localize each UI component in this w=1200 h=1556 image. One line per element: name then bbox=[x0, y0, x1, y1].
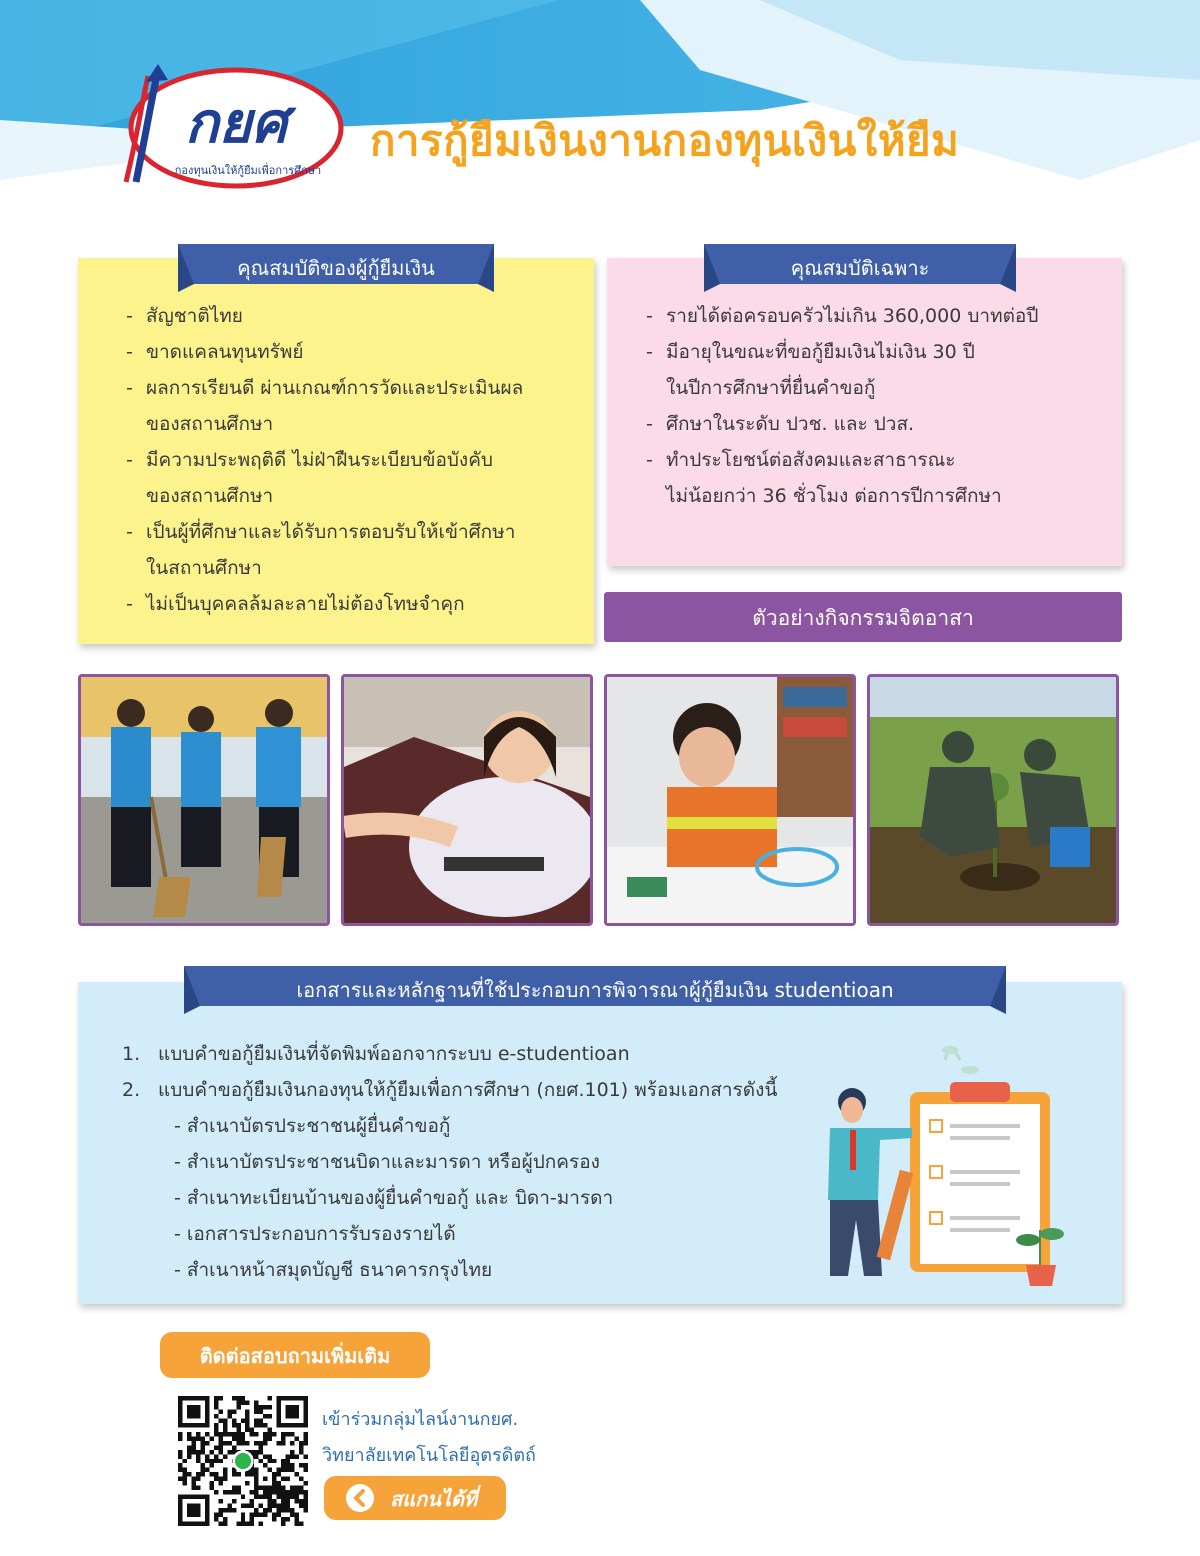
blood-donation-photo bbox=[341, 674, 593, 926]
documents-list bbox=[122, 1036, 777, 1288]
list-item: - สำเนาหน้าสมุดบัญชี ธนาคารกรุงไทย bbox=[174, 1259, 493, 1281]
list-item: - ไม่เป็นบุคคลล้มละลายไม่ต้องโทษจำคุก bbox=[126, 593, 465, 615]
electronics-repair-photo bbox=[604, 674, 856, 926]
specific-qualifications-heading: คุณสมบัติเฉพาะ bbox=[790, 256, 930, 280]
contact-college-name: วิทยาลัยเทคโนโลยีอุตรดิตถ์ bbox=[322, 1445, 536, 1466]
list-item: - เป็นผู้ที่ศึกษาและได้รับการตอบรับให้เข้าศึกษา ในสถานศึกษา bbox=[126, 521, 516, 579]
documents-heading: เอกสารและหลักฐานที่ใช้ประกอบการพิจารณาผู้กู้ยืมเงิน studentioan bbox=[296, 978, 894, 1002]
list-item: - สำเนาทะเบียนบ้านของผู้ยื่นคำขอกู้ และ บิดา-มารดา bbox=[174, 1187, 614, 1209]
logo-text: กยศ bbox=[184, 91, 288, 156]
list-item: - ขาดแคลนทุนทรัพย์ bbox=[126, 341, 304, 363]
scan-here-label: สแกนได้ที่ bbox=[390, 1487, 478, 1511]
contact-line-group: เข้าร่วมกลุ่มไลน์งานกยศ. bbox=[322, 1409, 519, 1430]
list-item: - มีความประพฤติดี ไม่ฝ่าฝืนระเบียบข้อบังคับ ของสถานศึกษา bbox=[126, 449, 493, 507]
volunteer-activities-heading: ตัวอย่างกิจกรรมจิตอาสา bbox=[604, 592, 1122, 642]
list-item: - ผลการเรียนดี ผ่านเกณฑ์การวัดและประเมินผล ของสถานศึกษา bbox=[126, 377, 524, 435]
general-qualifications-list bbox=[126, 298, 523, 622]
line-group-qr-code[interactable] bbox=[178, 1396, 308, 1526]
general-qualifications-heading: คุณสมบัติของผู้กู้ยืมเงิน bbox=[237, 256, 435, 280]
contact-heading: ติดต่อสอบถามเพิ่มเติม bbox=[160, 1332, 430, 1378]
scan-here-button[interactable] bbox=[324, 1476, 506, 1520]
list-item: - มีอายุในขณะที่ขอกู้ยืมเงินไม่เงิน 30 ปี ในปีการศึกษาที่ยื่นคำขอกู้ bbox=[646, 341, 975, 399]
page-title: การกู้ยืมเงินงานกองทุนเงินให้ยืม bbox=[370, 116, 960, 165]
list-item: - ศึกษาในระดับ ปวช. และ ปวส. bbox=[646, 413, 915, 435]
gsf-logo bbox=[108, 62, 348, 197]
chevron-left-icon bbox=[346, 1484, 374, 1512]
list-item: - สำเนาบัตรประชาชนบิดาและมารดา หรือผู้ปกครอง bbox=[174, 1151, 600, 1173]
tree-planting-photo bbox=[867, 674, 1119, 926]
specific-qualifications-ribbon bbox=[704, 244, 1016, 288]
students-sweeping-photo bbox=[78, 674, 330, 926]
specific-qualifications-list bbox=[646, 298, 1038, 514]
documents-sub-list bbox=[122, 1108, 777, 1288]
clipboard-illustration bbox=[770, 1040, 1090, 1290]
list-item: - สัญชาติไทย bbox=[126, 305, 243, 327]
line-icon bbox=[235, 1453, 251, 1469]
list-item: 2. แบบคำขอกู้ยืมเงินกองทุนให้กู้ยืมเพื่อการศึกษา (กยศ.101) พร้อมเอกสารดังนี้ - สำเนาบัตรประชาชนผู้ยื่นคำขอกู้ - สำเนาบัตรประชาชนบิดาและมารดา หรือผู้ปกครอง - สำเนาทะเบียนบ้านของผู้ยื่นคำขอกู้ และ บิดา-มารดา - เอกสารประกอบการรับรองรายได้ - สำเนาหน้าสมุดบัญชี ธนาคารกรุงไทย bbox=[122, 1072, 777, 1288]
list-item: - รายได้ต่อครอบครัวไม่เกิน 360,000 บาทต่อปี bbox=[646, 305, 1039, 327]
list-item: - สำเนาบัตรประชาชนผู้ยื่นคำขอกู้ bbox=[174, 1115, 451, 1137]
documents-ribbon bbox=[184, 966, 1006, 1010]
general-qualifications-ribbon bbox=[178, 244, 494, 288]
list-item: - เอกสารประกอบการรับรองรายได้ bbox=[174, 1223, 456, 1245]
list-item: 1. แบบคำขอกู้ยืมเงินที่จัดพิมพ์ออกจากระบบ e-studentioan bbox=[122, 1043, 630, 1065]
list-item: - ทำประโยชน์ต่อสังคมและสาธารณะ ไม่น้อยกว่า 36 ชั่วโมง ต่อการปีการศึกษา bbox=[646, 449, 1002, 507]
logo-subtext: กองทุนเงินให้กู้ยืมเพื่อการศึกษา bbox=[174, 164, 322, 177]
